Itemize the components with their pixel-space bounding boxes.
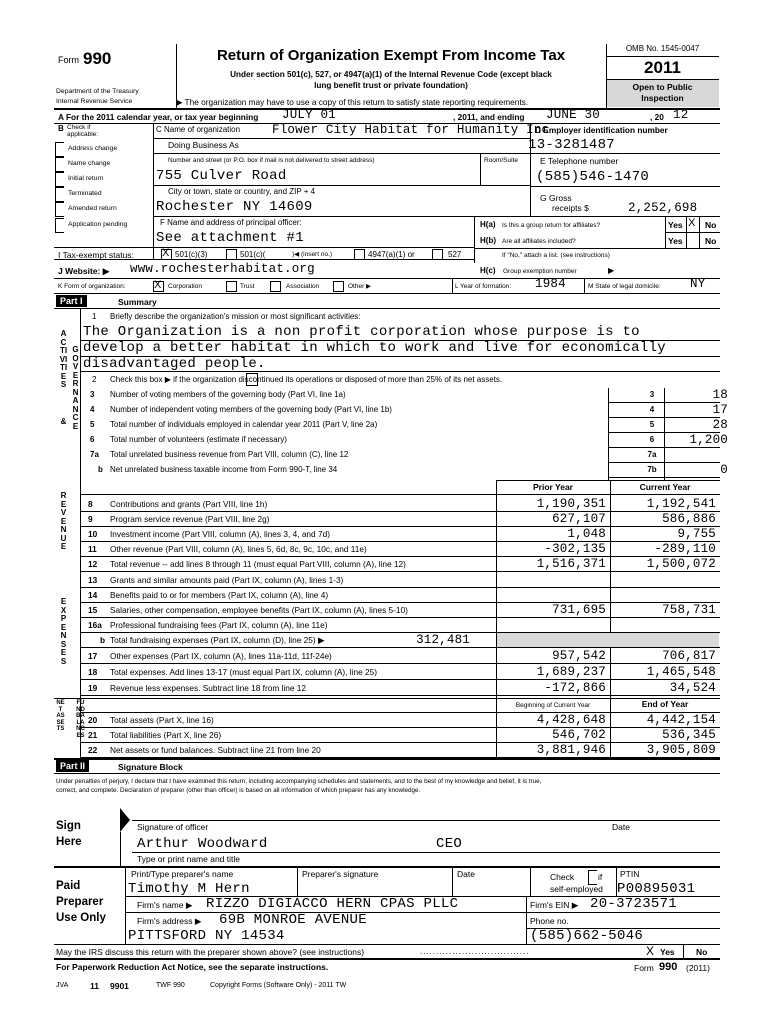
self-employed-checkbox[interactable] — [588, 870, 597, 885]
line-num: 8 — [88, 499, 93, 509]
line-num: 22 — [88, 745, 98, 755]
prior-value: 546,702 — [552, 728, 606, 742]
line-num: 15 — [88, 605, 98, 615]
box-b-item-label: Address change — [68, 145, 118, 152]
box-b-checkbox[interactable] — [55, 172, 64, 187]
association-checkbox[interactable] — [270, 281, 281, 292]
trust-checkbox[interactable] — [226, 281, 237, 292]
footer-twf: TWF 990 — [156, 982, 185, 989]
current-value: 1,465,548 — [646, 665, 716, 679]
prior-value: 3,881,946 — [536, 743, 606, 757]
prior-value: 627,107 — [552, 512, 606, 526]
dept-treasury: Department of the Treasury — [56, 88, 139, 95]
insert-no: )◀ (insert no.) — [292, 251, 333, 258]
4947-checkbox[interactable] — [354, 249, 365, 260]
footer-code-1: 11 — [90, 981, 99, 991]
box-b-checkbox[interactable] — [55, 218, 64, 233]
current-value: 1,500,072 — [646, 557, 716, 571]
current-value: 536,345 — [662, 728, 716, 742]
line-text: Other expenses (Part IX, column (A), lines 11a-11d, 11f-24e) — [110, 651, 332, 661]
preparer-label: Preparer — [56, 896, 104, 908]
gov-line-value: 0 — [720, 463, 728, 477]
dba-label: Doing Business As — [168, 140, 239, 150]
officer-label: F Name and address of principal officer: — [160, 218, 302, 227]
side-label-revenue: REVENUE — [60, 491, 67, 551]
gov-line-ref: 7b — [647, 465, 657, 474]
current-value: 34,524 — [669, 681, 716, 695]
here-label: Here — [56, 836, 82, 848]
prior-value: -302,135 — [544, 542, 606, 556]
street-label: Number and street (or P.O. box if mail is not delivered to street address) — [168, 157, 375, 164]
firm-name-label: Firm's name ▶ — [137, 900, 193, 910]
ptin-label: PTIN — [620, 869, 640, 879]
self-employed-label: self-employed — [550, 884, 603, 894]
line-a-mid: , 2011, and ending — [453, 112, 525, 122]
org-city: Rochester NY 14609 — [156, 199, 313, 215]
check-if: Check if — [67, 124, 91, 131]
tax-year-begin: JULY 01 — [282, 108, 336, 122]
perjury-2: correct, and complete. Declaration of preparer (other than officer) is based on all information of which preparer has any knowledge. — [56, 787, 421, 794]
org-name-label: C Name of organization — [156, 125, 241, 134]
association-label: Association — [286, 283, 320, 290]
hb-label: H(b) — [480, 236, 496, 245]
gov-line-text: Number of independent voting members of the governing body (Part VI, line 1b) — [110, 405, 392, 414]
501c-checkbox[interactable] — [226, 249, 237, 260]
form-number: 990 — [83, 49, 112, 68]
line-num: 17 — [88, 651, 98, 661]
line1-text: Briefly describe the organization's mission or most significant activities: — [110, 312, 361, 321]
check-label: Check — [550, 872, 575, 882]
current-value: 758,731 — [662, 603, 716, 617]
part1-tab: Part I — [56, 295, 87, 307]
501c3-label: 501(c)(3) — [175, 250, 208, 259]
preparer-phone: (585)662-5046 — [530, 928, 644, 944]
box-b-checkbox[interactable] — [55, 187, 64, 202]
open-to-public: Open to Public — [632, 82, 693, 92]
irs-discuss-text: May the IRS discuss this return with the preparer shown above? (see instructions) — [56, 947, 365, 957]
hb-no: No — [705, 236, 717, 246]
principal-officer: See attachment #1 — [156, 230, 304, 246]
gov-line-text: Total unrelated business revenue from Part VIII, column (C), line 12 — [110, 450, 349, 459]
paid-label: Paid — [56, 880, 81, 892]
org-phone: (585)546-1470 — [536, 169, 650, 185]
current-value: 9,755 — [677, 527, 716, 541]
paperwork-notice: For Paperwork Reduction Act Notice, see the separate instructions. — [56, 962, 329, 972]
firm-address: 69B MONROE AVENUE — [219, 912, 367, 928]
perjury-1: Under penalties of perjury, I declare that I have examined this return, including accompanying schedules and statements, and to the best of my knowledge and belief, it is true, — [56, 778, 542, 785]
current-year-header: Current Year — [639, 482, 691, 492]
footer-code-2: 9901 — [110, 981, 129, 991]
gross-receipts-label-2: receipts $ — [552, 203, 589, 213]
side-label-activities: ACTIVITIES — [59, 329, 68, 389]
if-label: if — [598, 872, 603, 882]
prior-value: 4,428,648 — [536, 713, 606, 727]
firm-address-label: Firm's address ▶ — [137, 916, 202, 926]
ha-label: H(a) — [480, 220, 496, 229]
side-label-net-assets: NET ASSETS — [56, 700, 65, 732]
website[interactable]: www.rochesterhabitat.org — [130, 262, 315, 276]
preparer-date-label: Date — [457, 869, 475, 879]
line-text: Grants and similar amounts paid (Part IX, column (A), lines 1-3) — [110, 575, 344, 585]
state-reporting-notice: ▶ The organization may have to use a copy of this return to satisfy state reporting requirements. — [176, 97, 529, 107]
box-b-item-label: Amended return — [68, 205, 117, 212]
gov-line-ref: 6 — [649, 435, 655, 444]
officer-name: Arthur Woodward — [137, 836, 268, 852]
type-name-label: Type or print name and title — [137, 854, 241, 864]
gov-line-num: 6 — [90, 435, 95, 444]
gov-line-text: Number of voting members of the governing body (Part VI, line 1a) — [110, 390, 346, 399]
omb-number: OMB No. 1545-0047 — [625, 44, 700, 53]
footer-form-number: 990 — [659, 961, 678, 973]
corporation-x: X — [154, 279, 162, 291]
tax-year: 2011 — [644, 58, 681, 77]
phone-no-label: Phone no. — [530, 916, 569, 926]
form-of-org-label: K Form of organization: — [58, 283, 126, 290]
line-text: Revenue less expenses. Subtract line 18 from line 12 — [110, 683, 307, 693]
gov-line-num: 5 — [90, 420, 95, 429]
footer-copyright: Copyright Forms (Software Only) - 2011 TW — [210, 982, 347, 989]
current-value: 1,192,541 — [646, 497, 716, 511]
ein-label: D Employer identification number — [535, 125, 668, 135]
line-num: 11 — [88, 544, 97, 554]
gov-line-ref: 5 — [649, 420, 655, 429]
ha-yes: Yes — [668, 220, 683, 230]
preparer-name: Timothy M Hern — [128, 881, 250, 897]
gov-line-ref: 3 — [649, 390, 655, 399]
line-text: Total fundraising expenses (Part IX, column (D), line 25) ▶ — [110, 635, 325, 645]
other-label: Other ▶ — [348, 283, 372, 290]
line2-text: Check this box ▶ if the organization discontinued its operations or disposed of more than 25% of its net assets. — [110, 375, 503, 384]
line-num: 12 — [88, 559, 98, 569]
gov-line-num: b — [98, 465, 103, 474]
state-domicile: NY — [690, 277, 706, 291]
hc-label: H(c) — [480, 266, 496, 275]
501c-label: 501(c)( — [240, 250, 266, 259]
ha-text: Is this a group return for affiliates? — [502, 222, 601, 229]
line-num: 18 — [88, 667, 98, 677]
discontinued-checkbox[interactable] — [246, 373, 258, 386]
part2-title: Signature Block — [118, 762, 183, 772]
527-checkbox[interactable] — [432, 249, 443, 260]
year-formation: 1984 — [535, 277, 566, 291]
line-text: Total liabilities (Part X, line 26) — [110, 730, 222, 740]
box-b-item-label: Name change — [68, 160, 111, 167]
officer-date-label: Date — [612, 822, 630, 832]
line-text: Total revenue -- add lines 8 through 11 (must equal Part VIII, column (A), line 12) — [110, 559, 406, 569]
firm-city: PITTSFORD NY 14534 — [128, 928, 285, 944]
line-num: 14 — [88, 590, 98, 600]
4947-label: 4947(a)(1) or — [368, 250, 415, 259]
line-num: 16a — [88, 620, 102, 630]
org-name: Flower City Habitat for Humanity Inc — [272, 123, 550, 137]
tax-year-end-yy: 12 — [673, 108, 689, 122]
prior-year-header: Prior Year — [532, 482, 573, 492]
line-num: 9 — [88, 514, 93, 524]
ha-no: No — [705, 220, 717, 230]
phone-label: E Telephone number — [540, 156, 619, 166]
prior-value: 1,689,237 — [536, 665, 606, 679]
gross-receipts: 2,252,698 — [628, 201, 698, 215]
hc-text: Group exemption number — [503, 268, 577, 275]
city-label: City or town, state or country, and ZIP + 4 — [168, 187, 316, 196]
side-label-governance: GOVERNANCE — [72, 345, 79, 431]
box-b-item-label: Terminated — [68, 190, 102, 197]
eoy-header: End of Year — [641, 699, 689, 709]
preparer-name-label: Print/Type preparer's name — [131, 869, 234, 879]
irs-discuss-yes-x[interactable]: X — [646, 944, 655, 958]
prior-value: 957,542 — [552, 649, 606, 663]
prior-value: 1,516,371 — [536, 557, 606, 571]
box-b-label: B — [58, 124, 64, 133]
preparer-signature-label: Preparer's signature — [302, 869, 379, 879]
line-a-20: , 20 — [650, 112, 664, 122]
gov-line-ref: 4 — [649, 405, 655, 414]
footer-form-year: (2011) — [686, 963, 710, 973]
line1-num: 1 — [92, 312, 97, 321]
line-text: Other revenue (Part VIII, column (A), lines 5, 6d, 8c, 9c, 10c, and 11e) — [110, 544, 367, 554]
gov-line-num: 3 — [90, 390, 95, 399]
prior-value: 1,048 — [567, 527, 606, 541]
side-label-expenses: EXPENSES — [60, 597, 67, 666]
applicable: applicable: — [67, 131, 99, 138]
sign-label: Sign — [56, 820, 81, 832]
501c3-x: X — [162, 247, 170, 259]
current-value: -289,110 — [654, 542, 716, 556]
part2-tab: Part II — [56, 760, 89, 772]
box-b-checkbox[interactable] — [55, 157, 64, 172]
footer-jva: JVA — [56, 982, 69, 989]
527-label: 527 — [448, 250, 462, 259]
inspection: Inspection — [641, 93, 684, 103]
box-b-checkbox[interactable] — [55, 142, 64, 157]
current-value: 706,817 — [662, 649, 716, 663]
gov-line-text: Net unrelated business taxable income from Form 990-T, line 34 — [110, 465, 338, 474]
prior-value: 1,190,351 — [536, 497, 606, 511]
gov-line-num: 4 — [90, 405, 95, 414]
line-text: Benefits paid to or for members (Part IX, column (A), line 4) — [110, 590, 329, 600]
dept-irs: Internal Revenue Service — [56, 98, 133, 105]
mission-line-3: disadvantaged people. — [83, 356, 266, 372]
current-value: 3,905,809 — [646, 743, 716, 757]
trust-label: Trust — [240, 283, 255, 290]
gov-line-value: 18 — [712, 388, 728, 402]
hb-text: Are all affiliates included? — [502, 238, 576, 245]
website-label: J Website: ▶ — [58, 266, 110, 276]
line-num: b — [100, 635, 106, 645]
year-formation-label: L Year of formation: — [455, 283, 512, 290]
mission-line-2: develop a better habitat in which to work and live for economically — [83, 340, 666, 356]
hb-yes: Yes — [668, 236, 683, 246]
line-text: Net assets or fund balances. Subtract line 21 from line 20 — [110, 745, 321, 755]
form-subtitle-2: lung benefit trust or private foundation) — [314, 81, 468, 90]
line-num: 13 — [88, 575, 98, 585]
tax-exempt-label: I Tax-exempt status: — [58, 250, 134, 260]
gov-line-num: 7a — [90, 450, 99, 459]
footer-form-label: Form — [634, 963, 654, 973]
form-title: Return of Organization Exempt From Income Tax — [216, 47, 566, 64]
gov-line-value: 1,200 — [689, 433, 728, 447]
line-a-label: A For the 2011 calendar year, or tax year beginning — [58, 112, 259, 122]
org-street: 755 Culver Road — [156, 168, 287, 184]
line-text: Program service revenue (Part VIII, line 2g) — [110, 514, 270, 524]
gov-line-ref: 7a — [647, 450, 657, 459]
room-suite-label: Room/Suite — [484, 157, 518, 164]
gov-line-value: 17 — [712, 403, 728, 417]
firm-ein-label: Firm's EIN ▶ — [530, 900, 579, 910]
line-text: Contributions and grants (Part VIII, line 1h) — [110, 499, 268, 509]
boy-header: Beginning of Current Year — [515, 702, 591, 709]
form-label: Form — [58, 55, 79, 65]
sign-arrow-icon — [118, 808, 132, 868]
box-b-item-label: Initial return — [68, 175, 104, 182]
officer-signature-label: Signature of officer — [137, 822, 209, 832]
line-num: 10 — [88, 529, 98, 539]
ha-no-checked-x[interactable]: X — [688, 217, 696, 229]
line-text: Professional fundraising fees (Part IX, column (A), line 11e) — [110, 620, 328, 630]
current-value: 4,442,154 — [646, 713, 716, 727]
hb-note: If "No," attach a list. (see instructions) — [502, 252, 610, 259]
ein: 13-3281487 — [528, 137, 616, 153]
line-text: Investment income (Part VIII, column (A), lines 3, 4, and 7d) — [110, 529, 330, 539]
mission-line-1: The Organization is a non profit corporation whose purpose is to — [83, 324, 640, 340]
ptin: P00895031 — [617, 881, 696, 897]
gov-line-text: Total number of individuals employed in calendar year 2011 (Part V, line 2a) — [110, 420, 378, 429]
line-text: Total assets (Part X, line 16) — [110, 715, 214, 725]
line-num: 19 — [88, 683, 98, 693]
irs-discuss-yes: Yes — [660, 947, 675, 957]
part1-title: Summary — [118, 297, 157, 307]
line-num: 21 — [88, 730, 98, 740]
prior-value: -172,866 — [544, 681, 606, 695]
gov-line-value: 28 — [712, 418, 728, 432]
irs-discuss-no: No — [696, 947, 708, 957]
gov-line-text: Total number of volunteers (estimate if necessary) — [110, 435, 287, 444]
prior-value: 731,695 — [552, 603, 606, 617]
firm-ein: 20-3723571 — [590, 896, 678, 912]
line-text: Total expenses. Add lines 13-17 (must equal Part IX, column (A), line 25) — [110, 667, 378, 677]
current-value: 586,886 — [662, 512, 716, 526]
tax-year-end: JUNE 30 — [546, 108, 600, 122]
line-num: 20 — [88, 715, 98, 725]
other-checkbox[interactable] — [333, 281, 344, 292]
use-only-label: Use Only — [56, 912, 106, 924]
firm-name: RIZZO DIGIACCO HERN CPAS PLLC — [206, 896, 459, 912]
form-subtitle-1: Under section 501(c), 527, or 4947(a)(1) of the Internal Revenue Code (except black — [230, 70, 552, 79]
officer-title: CEO — [436, 836, 463, 852]
box-b-checkbox[interactable] — [55, 202, 64, 217]
box-b-item-label: Application pending — [68, 221, 128, 228]
corporation-label: Corporation — [168, 283, 202, 290]
state-domicile-label: M State of legal domicile: — [588, 283, 661, 290]
line2-num: 2 — [92, 375, 97, 384]
line-text: Salaries, other compensation, employee benefits (Part IX, column (A), lines 5-10) — [110, 605, 408, 615]
gross-receipts-label-1: G Gross — [540, 193, 572, 203]
fundraising-inline-value: 312,481 — [416, 633, 470, 647]
